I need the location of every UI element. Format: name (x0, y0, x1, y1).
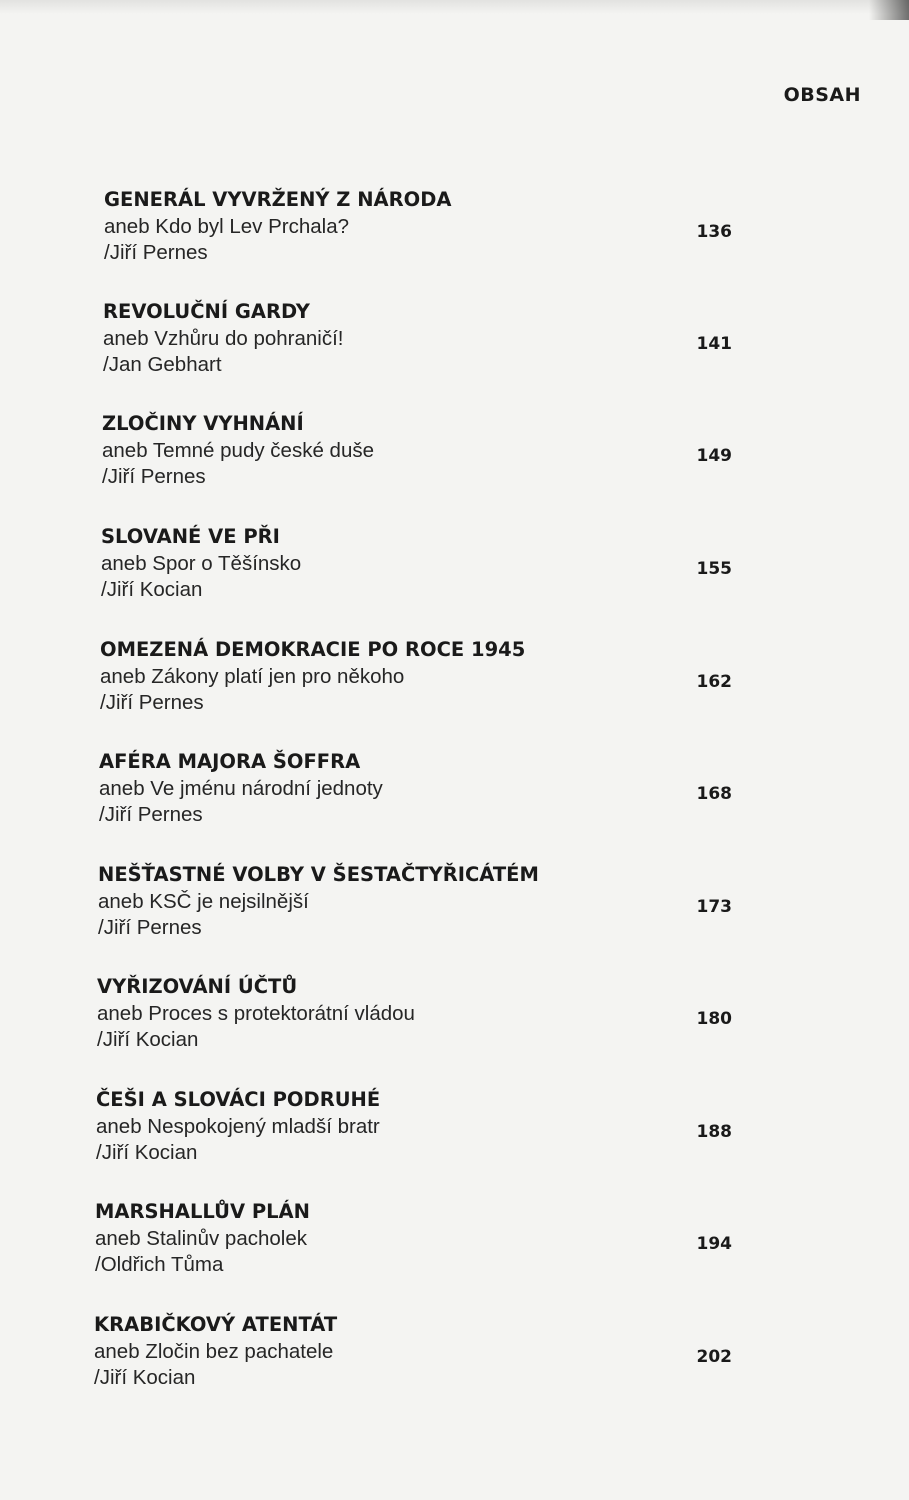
chapter-title: VYŘIZOVÁNÍ ÚČTŮ (97, 975, 298, 998)
chapter-title: GENERÁL VYVRŽENÝ Z NÁRODA (104, 188, 452, 211)
chapter-subtitle: aneb Zločin bez pachatele (94, 1340, 334, 1363)
chapter-author: /Jiří Kocian (101, 578, 203, 601)
chapter-title: ZLOČINY VYHNÁNÍ (102, 412, 304, 435)
chapter-title: ČEŠI A SLOVÁCI PODRUHÉ (96, 1088, 381, 1111)
toc-entry (99, 748, 739, 828)
chapter-subtitle: aneb Spor o Těšínsko (101, 552, 302, 575)
toc-entry (94, 1311, 734, 1391)
chapter-subtitle: aneb Nespokojený mladší bratr (96, 1115, 380, 1138)
chapter-subtitle: aneb Temné pudy české duše (102, 439, 375, 462)
chapter-title: NEŠŤASTNÉ VOLBY V ŠESTAČTYŘICÁTÉM (98, 863, 539, 886)
toc-entry (97, 973, 737, 1053)
chapter-subtitle: aneb KSČ je nejsilnější (98, 890, 309, 913)
chapter-title: OMEZENÁ DEMOKRACIE PO ROCE 1945 (100, 638, 526, 661)
page-number: 141 (696, 334, 732, 354)
chapter-title: AFÉRA MAJORA ŠOFFRA (99, 750, 361, 773)
toc-entry (95, 1198, 735, 1278)
chapter-title: KRABIČKOVÝ ATENTÁT (94, 1313, 338, 1336)
toc-entry (96, 1086, 736, 1166)
toc-entry (103, 298, 743, 378)
chapter-author: /Jan Gebhart (103, 353, 222, 376)
chapter-author: /Jiří Pernes (104, 241, 208, 264)
page-number: 202 (696, 1347, 732, 1367)
page-number: 180 (696, 1009, 732, 1029)
chapter-author: /Oldřich Tůma (95, 1253, 224, 1276)
chapter-title: SLOVANÉ VE PŘI (101, 525, 280, 548)
page-number: 194 (696, 1234, 732, 1254)
toc-entry (101, 523, 741, 603)
page-number: 162 (696, 672, 732, 692)
chapter-author: /Jiří Pernes (100, 691, 204, 714)
page-number: 155 (696, 559, 732, 579)
page-number: 173 (696, 897, 732, 917)
chapter-author: /Jiří Pernes (99, 803, 203, 826)
toc-entry (104, 186, 744, 266)
chapter-subtitle: aneb Proces s protektorátní vládou (97, 1002, 415, 1025)
chapter-title: REVOLUČNÍ GARDY (103, 300, 310, 323)
toc-entry (102, 410, 742, 490)
toc-entry (98, 861, 738, 941)
chapter-author: /Jiří Kocian (96, 1141, 198, 1164)
chapter-title: MARSHALLŮV PLÁN (95, 1200, 310, 1223)
page-number: 136 (696, 222, 732, 242)
chapter-subtitle: aneb Vzhůru do pohraničí! (103, 327, 344, 350)
page-number: 188 (696, 1122, 732, 1142)
chapter-subtitle: aneb Kdo byl Lev Prchala? (104, 215, 350, 238)
page-number: 168 (696, 784, 732, 804)
chapter-subtitle: aneb Stalinův pacholek (95, 1227, 307, 1250)
chapter-author: /Jiří Pernes (98, 916, 202, 939)
chapter-author: /Jiří Kocian (97, 1028, 199, 1051)
page-number: 149 (696, 446, 732, 466)
toc-entry (100, 636, 740, 716)
chapter-subtitle: aneb Ve jménu národní jednoty (99, 777, 383, 800)
chapter-subtitle: aneb Zákony platí jen pro někoho (100, 665, 405, 688)
chapter-author: /Jiří Kocian (94, 1366, 196, 1389)
chapter-author: /Jiří Pernes (102, 465, 206, 488)
page-header: OBSAH (783, 84, 861, 106)
